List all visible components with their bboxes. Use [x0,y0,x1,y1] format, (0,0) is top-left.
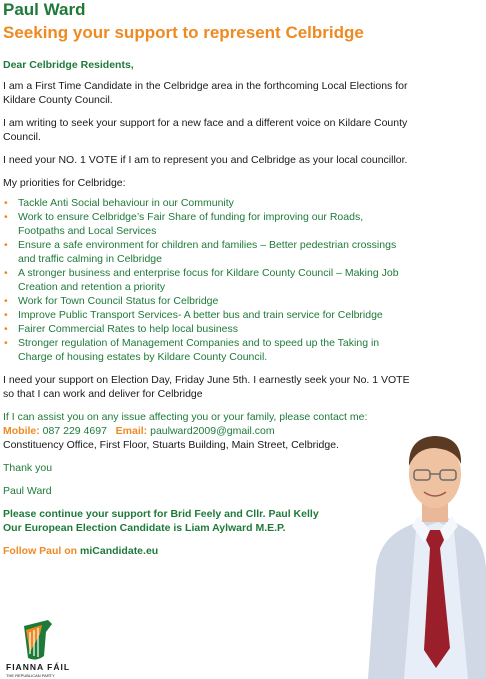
bullet-icon: • [4,211,8,223]
campaign-tagline: Seeking your support to represent Celbridge [3,23,364,42]
priority-item: • Work to ensure Celbridge’s Fair Share of funding for improving our Roads, Footpaths and Local Services [4,211,364,237]
email-label: Email: [115,425,148,437]
signoff-name: Paul Ward [3,485,52,497]
svg-text:FIANNA FÁIL: FIANNA FÁIL [6,662,71,672]
bullet-icon: • [4,323,8,335]
priorities-heading: My priorities for Celbridge: [3,177,126,189]
intro-paragraph: I am a First Time Candidate in the Celbridge area in the forthcoming Local Elections for Kildare County Council. [3,80,408,106]
contact-line [3,424,411,438]
candidate-name: Paul Ward [3,0,86,19]
follow-label: Follow Paul on [3,545,78,557]
priority-item: • A stronger business and enterprise focus for Kildare County Council – Making Job Creation and retention a priority [4,267,399,293]
bullet-icon: • [4,337,8,349]
candidate-photo [368,418,486,679]
contact-intro: If I can assist you on any issue affecting you or your family, please contact me: [3,411,368,423]
mobile-number[interactable]: 087 229 4697 [42,425,107,437]
greeting: Dear Celbridge Residents, [3,59,134,71]
support-paragraph: I am writing to seek your support for a new face and a different voice on Kildare County Council. [3,117,408,143]
priority-item: • Fairer Commercial Rates to help local business [4,323,239,335]
priority-item: • Work for Town Council Status for Celbridge [4,295,219,307]
bullet-icon: • [4,239,8,251]
follow-site-link[interactable]: miCandidate.eu [80,545,159,557]
priority-item: • Improve Public Transport Services- A better bus and train service for Celbridge [4,309,383,321]
priorities-list [3,196,411,364]
vote-paragraph: I need your NO. 1 VOTE if I am to represent you and Celbridge as your local councillor. [3,154,408,166]
fianna-fail-logo [6,618,86,679]
email-address[interactable]: paulward2009@gmail.com [150,425,275,437]
office-address: Constituency Office, First Floor, Stuarts Building, Main Street, Celbridge. [3,439,339,451]
priority-item: • Stronger regulation of Management Companies and to speed up the Taking in Charge of housing estates by Kildare County Council. [4,337,380,363]
support-line-2: Our European Election Candidate is Liam Aylward M.E.P. [3,522,286,534]
follow-line [3,544,411,558]
priority-item: • Tackle Anti Social behaviour in our Community [4,197,234,209]
bullet-icon: • [4,309,8,321]
bullet-icon: • [4,197,8,209]
svg-text:THE REPUBLICAN PARTY: THE REPUBLICAN PARTY [6,673,55,678]
bullet-icon: • [4,267,8,279]
letter-body [3,58,411,567]
thank-you: Thank you [3,462,53,474]
priority-item: • Ensure a safe environment for children and families – Better pedestrian crossings and traffic calming in Celbridge [4,239,397,265]
contact-block [3,410,411,452]
election-day-paragraph: I need your support on Election Day, Friday June 5th. I earnestly seek your No. 1 VOTE so that I can work and deliver for Celbridge [3,374,410,400]
support-line-1: Please continue your support for Brid Feely and Cllr. Paul Kelly [3,508,319,520]
support-block [3,507,411,535]
mobile-label: Mobile: [3,425,40,437]
bullet-icon: • [4,295,8,307]
